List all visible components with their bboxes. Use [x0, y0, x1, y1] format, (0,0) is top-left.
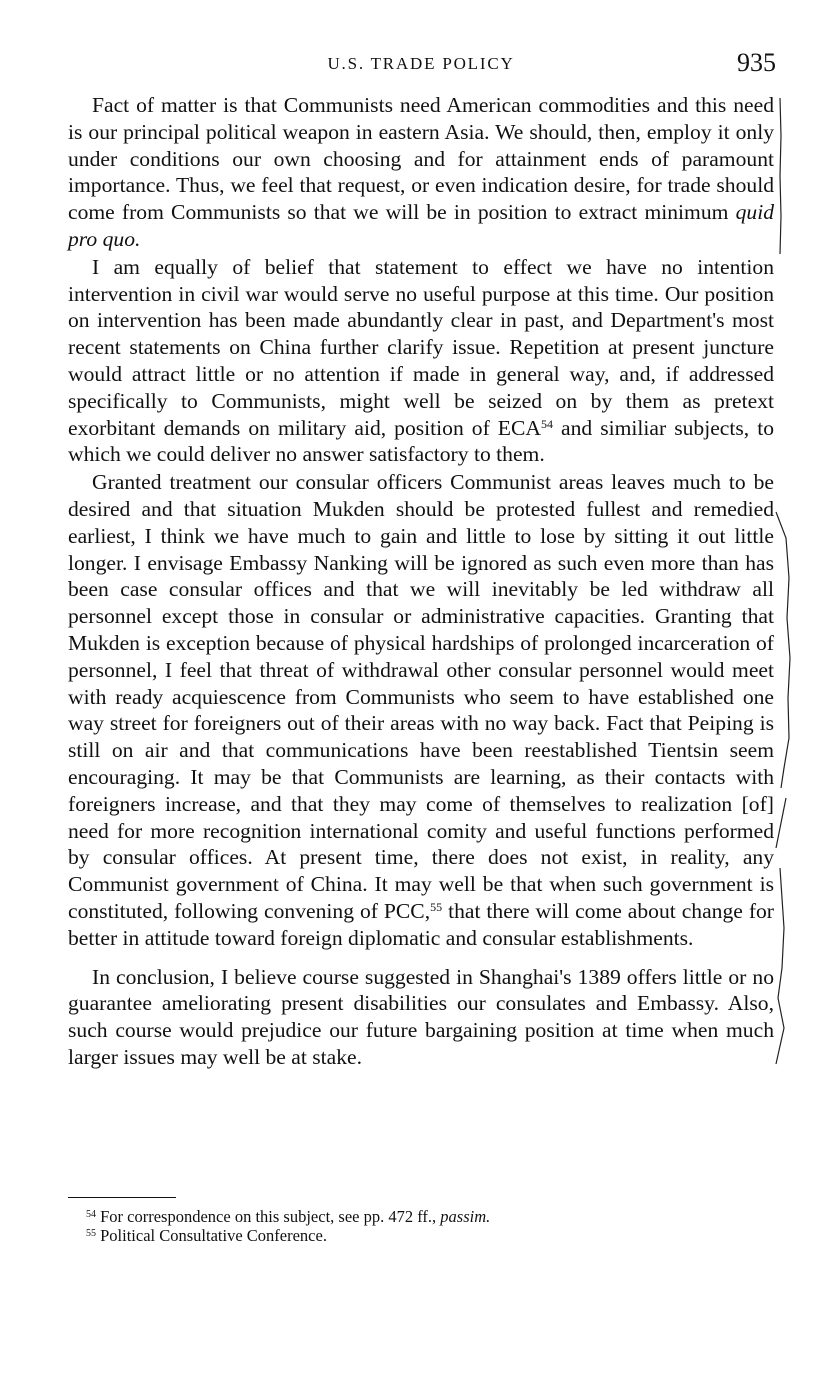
footnote-ref-55: 55 — [430, 899, 443, 914]
margin-line-mark-1 — [774, 96, 788, 256]
footnote-text: Political Consultative Conference. — [100, 1226, 327, 1245]
paragraph-1-text: Fact of matter is that Communists need American commodities and this need is our principal political weapon in eastern Asia. We should, then, employ it only under conditions our own choosing and for attainment ends of paramount importance. Thus, we feel that request, or even indication desire, for trade should come from Communists so that we will be in position to extract minimum — [68, 93, 774, 225]
paragraph-4-text: In conclusion, I believe course suggested in Shanghai's 1389 offers little or no guarantee ameliorating present disabilities our consulates and Embassy. Also, such course would prejudice our future bargaining position at time when much larger issues may well be at stake. — [68, 964, 774, 1069]
paragraph-2 — [68, 254, 774, 468]
footnote-54 — [86, 1207, 786, 1226]
footnote-number: 55 — [86, 1228, 96, 1239]
footnote-ref-54: 54 — [540, 416, 553, 431]
footnote-rule — [68, 1197, 176, 1198]
running-head: U.S. TRADE POLICY — [327, 54, 515, 73]
paragraph-3-text-b: that there will come about change for better in attitude toward foreign diplomatic and consular establishments. — [68, 898, 774, 950]
footnotes — [86, 1207, 786, 1245]
paragraph-3 — [68, 469, 774, 951]
footnote-text: For correspondence on this subject, see pp. 472 ff., — [100, 1207, 441, 1226]
document-body — [68, 92, 774, 1071]
footnote-number: 54 — [86, 1209, 96, 1220]
paragraph-1 — [68, 92, 774, 253]
footnote-italic: passim. — [440, 1207, 491, 1226]
paragraph-1-italic: quid pro quo. — [68, 200, 774, 251]
footnote-55 — [86, 1226, 786, 1245]
page-header — [66, 48, 776, 82]
paragraph-2-text-b: and similiar subjects, to which we could deliver no answer satisfactory to them. — [68, 415, 774, 467]
paragraph-2-text-a: I am equally of belief that statement to effect we have no intention intervention in civil war would serve no useful purpose at this time. Our position on intervention has been made abundantly clear in past, and Department's most recent statements on China further clarify issue. Repetition at present juncture would attract little or no attention if made in general way, and, if addressed specifically to Communists, might well be seized on by them as pretext exorbitant demands on military aid, position of ECA — [68, 254, 774, 440]
paragraph-4 — [68, 964, 774, 1071]
page-number: 935 — [737, 48, 776, 77]
paragraph-3-text-a: Granted treatment our consular officers Communist areas leaves much to be desired and that situation Mukden should be protested fullest and remedied earliest, I think we have much to gain and little to lose by sitting it out little longer. I envisage Embassy Nanking will be ignored as such even more than has been case consular offices and that we will inevitably be led withdraw all personnel except those in consular or administrative capacities. Granting that Mukden is exception because of physical hardships of prolonged incarceration of personnel, I feel that threat of withdrawal other consular personnel would meet with ready acquiescence from Communists who seem to have established one way street for foreigners out of their areas with no way back. Fact that Peiping is still on air and that communications have been reestablished Tientsin seem encouraging. It may be that Communists are learning, as their contacts with foreigners increase, and that they may come of themselves to realization [of] need for more recognition international comity and useful functions performed by consular offices. At present time, there does not exist, in reality, any Communist government of China. It may well be that when such government is constituted, following convening of PCC, — [68, 470, 774, 923]
margin-line-mark-2 — [772, 508, 786, 1068]
